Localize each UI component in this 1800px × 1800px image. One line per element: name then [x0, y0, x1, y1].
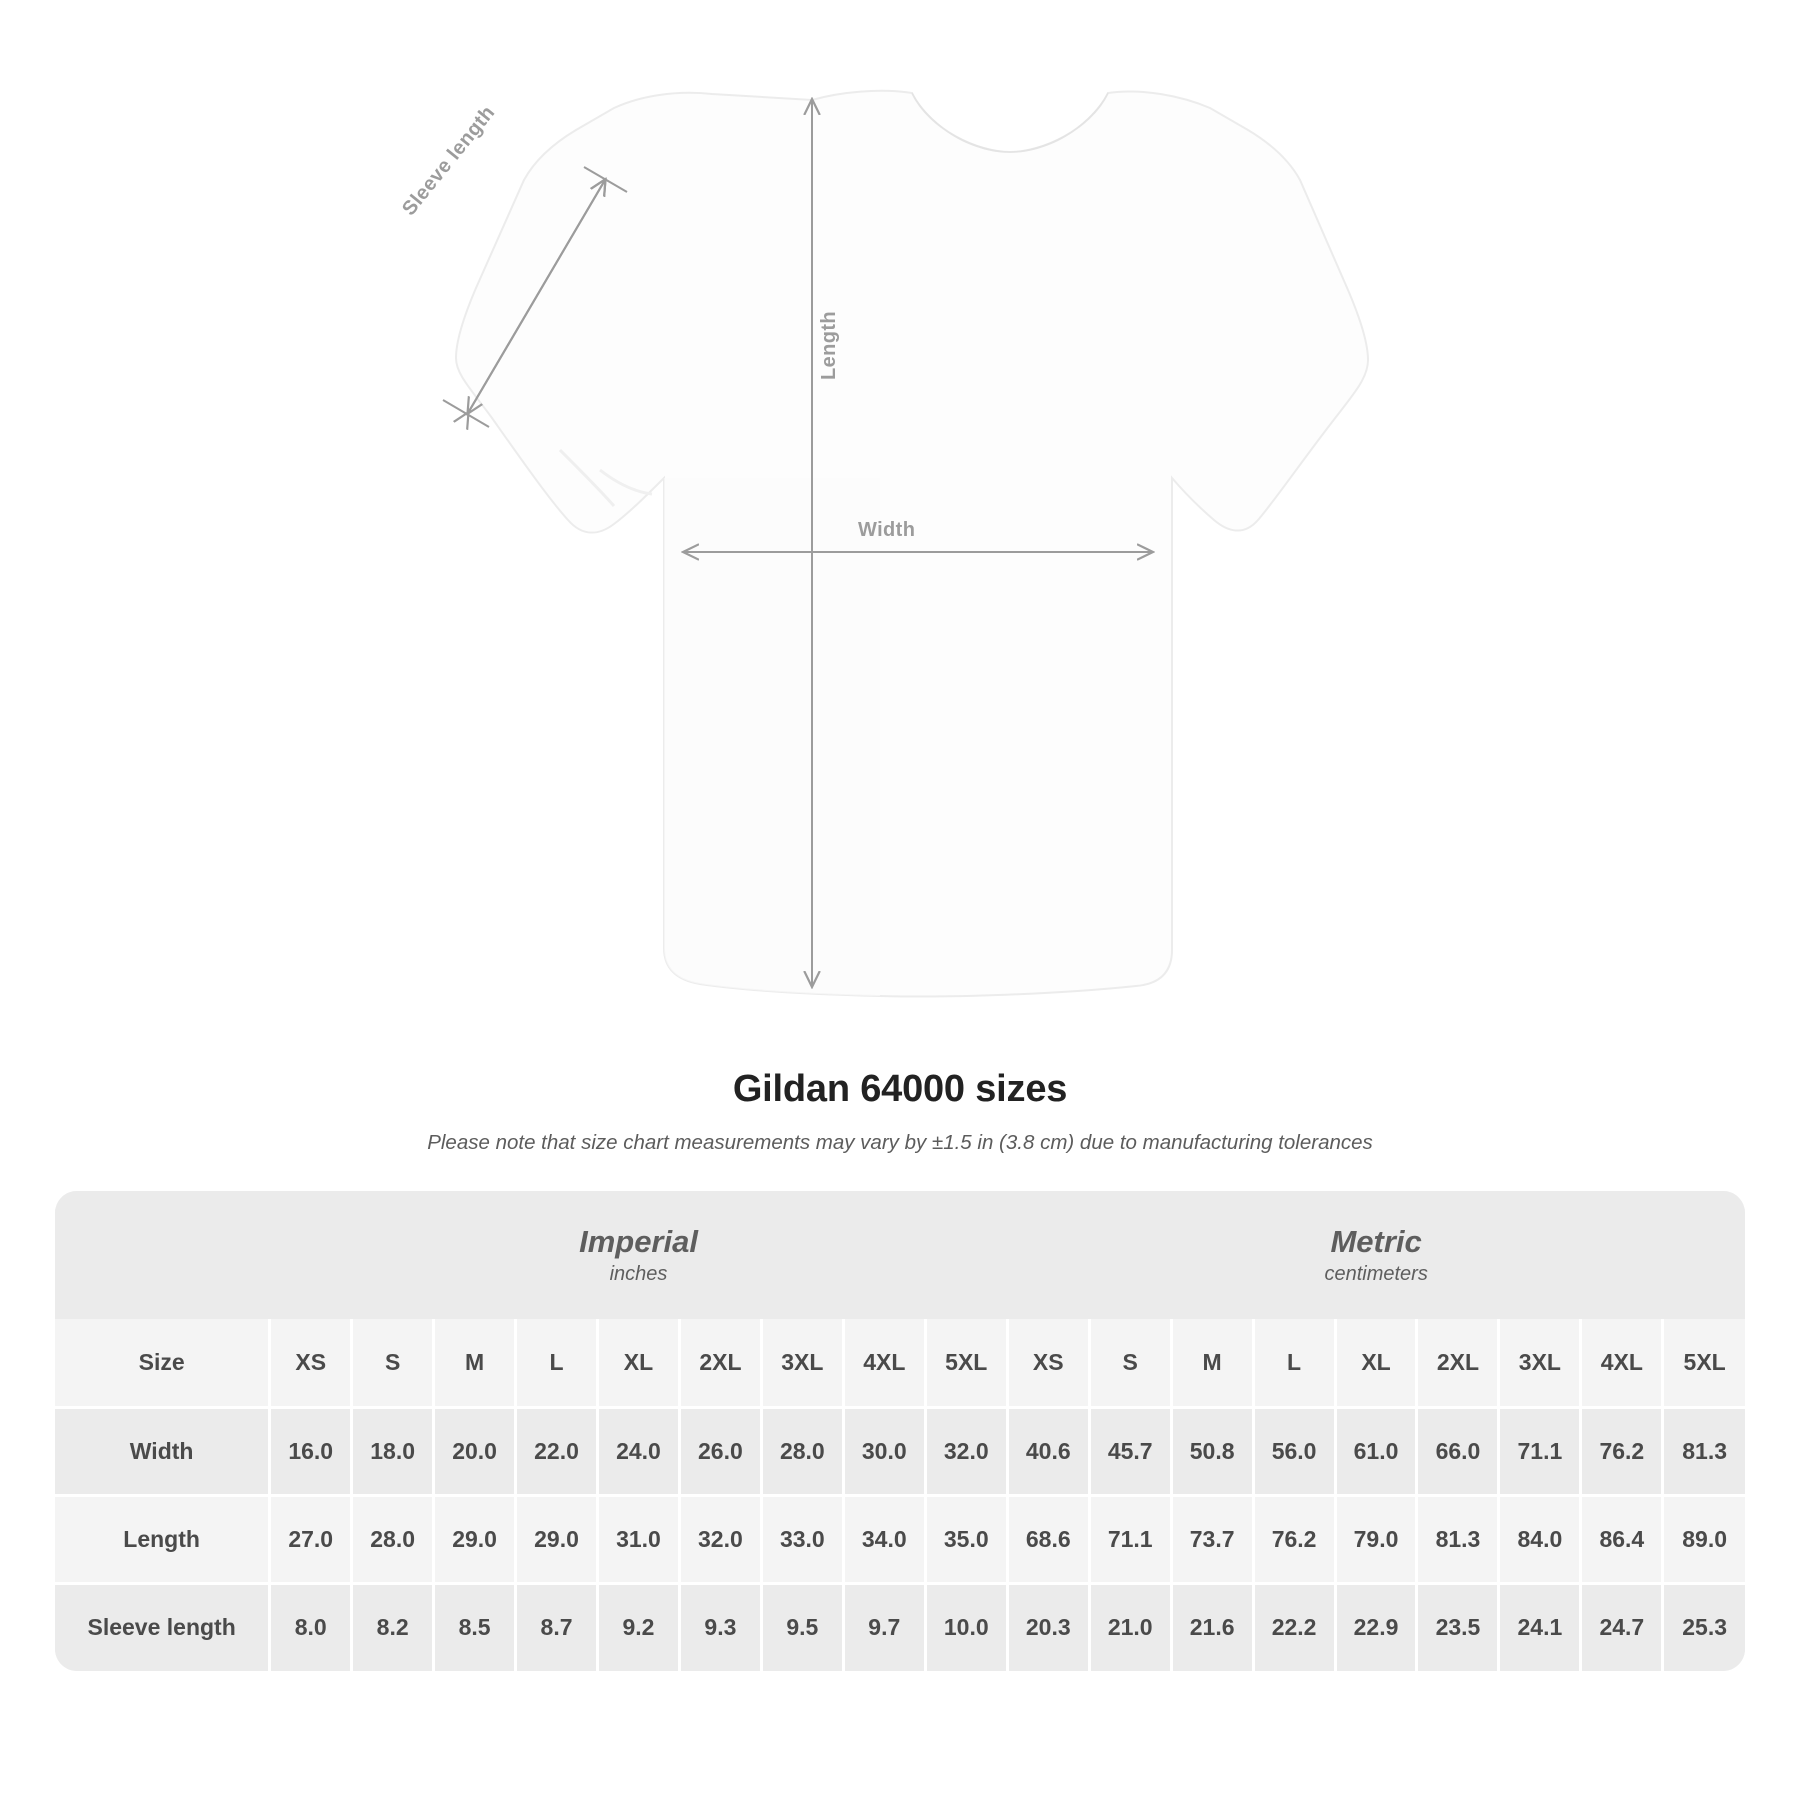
table-cell: 73.7	[1171, 1495, 1253, 1583]
table-cell: 21.0	[1089, 1583, 1171, 1671]
table-cell: 35.0	[925, 1495, 1007, 1583]
table-cell: 79.0	[1335, 1495, 1417, 1583]
row-header: Width	[55, 1407, 270, 1495]
table-cell: 32.0	[925, 1407, 1007, 1495]
unit-header-imperial	[270, 1191, 1008, 1319]
table-cell: 28.0	[352, 1495, 434, 1583]
column-header-cell: 4XL	[843, 1319, 925, 1407]
width-label: Width	[858, 519, 916, 541]
table-cell: 21.6	[1171, 1583, 1253, 1671]
table-cell: 81.3	[1663, 1407, 1745, 1495]
table-cell: 28.0	[761, 1407, 843, 1495]
table-cell: 40.6	[1007, 1407, 1089, 1495]
unit-header-row	[55, 1191, 1745, 1319]
unit-name: Imperial	[579, 1223, 698, 1259]
length-label: Length	[818, 310, 840, 380]
table-row	[55, 1407, 1745, 1495]
column-header-cell: S	[352, 1319, 434, 1407]
table-cell: 24.0	[598, 1407, 680, 1495]
column-header-cell: XL	[598, 1319, 680, 1407]
table-cell: 25.3	[1663, 1583, 1745, 1671]
column-header-cell: 2XL	[1417, 1319, 1499, 1407]
table-cell: 34.0	[843, 1495, 925, 1583]
table-cell: 89.0	[1663, 1495, 1745, 1583]
sleeve-length-label: Sleeve length	[398, 101, 500, 220]
column-header-cell: M	[434, 1319, 516, 1407]
table-cell: 84.0	[1499, 1495, 1581, 1583]
column-header-cell: L	[1253, 1319, 1335, 1407]
table-cell: 24.7	[1581, 1583, 1663, 1671]
column-header-cell: XS	[270, 1319, 352, 1407]
table-cell: 8.7	[516, 1583, 598, 1671]
column-header-cell: 5XL	[1663, 1319, 1745, 1407]
tolerance-note: Please note that size chart measurements may vary by ±1.5 in (3.8 cm) due to manufacturing tolerances	[427, 1131, 1373, 1154]
size-chart-table	[55, 1191, 1745, 1671]
table-cell: 86.4	[1581, 1495, 1663, 1583]
table-cell: 23.5	[1417, 1583, 1499, 1671]
table-cell: 20.3	[1007, 1583, 1089, 1671]
table-cell: 26.0	[679, 1407, 761, 1495]
table-cell: 29.0	[434, 1495, 516, 1583]
table-cell: 71.1	[1089, 1495, 1171, 1583]
table-cell: 22.9	[1335, 1583, 1417, 1671]
table-row	[55, 1583, 1745, 1671]
table-cell: 22.2	[1253, 1583, 1335, 1671]
table-cell: 66.0	[1417, 1407, 1499, 1495]
table-cell: 8.0	[270, 1583, 352, 1671]
tshirt-shape	[456, 91, 1368, 997]
row-header-size: Size	[55, 1319, 270, 1407]
unit-header-metric	[1007, 1191, 1745, 1319]
page-title: Gildan 64000 sizes	[732, 1068, 1068, 1110]
table-cell: 20.0	[434, 1407, 516, 1495]
unit-name: Metric	[1330, 1223, 1422, 1259]
table-cell: 71.1	[1499, 1407, 1581, 1495]
table-cell: 31.0	[598, 1495, 680, 1583]
table-cell: 68.6	[1007, 1495, 1089, 1583]
table-cell: 29.0	[516, 1495, 598, 1583]
table-cell: 56.0	[1253, 1407, 1335, 1495]
table-cell: 18.0	[352, 1407, 434, 1495]
column-header-cell: 2XL	[679, 1319, 761, 1407]
table-cell: 8.5	[434, 1583, 516, 1671]
column-header-cell: L	[516, 1319, 598, 1407]
table-cell: 16.0	[270, 1407, 352, 1495]
column-header-cell: 4XL	[1581, 1319, 1663, 1407]
column-header-cell: 5XL	[925, 1319, 1007, 1407]
table-cell: 45.7	[1089, 1407, 1171, 1495]
table-cell: 9.7	[843, 1583, 925, 1671]
unit-header-spacer	[55, 1191, 270, 1319]
table-cell: 9.2	[598, 1583, 680, 1671]
table-cell: 33.0	[761, 1495, 843, 1583]
table-cell: 9.3	[679, 1583, 761, 1671]
table-cell: 24.1	[1499, 1583, 1581, 1671]
table-cell: 9.5	[761, 1583, 843, 1671]
row-header: Length	[55, 1495, 270, 1583]
table-cell: 27.0	[270, 1495, 352, 1583]
size-chart-table-wrap	[55, 1191, 1745, 1671]
column-header-cell: 3XL	[1499, 1319, 1581, 1407]
table-cell: 30.0	[843, 1407, 925, 1495]
table-cell: 76.2	[1581, 1407, 1663, 1495]
column-header-cell: 3XL	[761, 1319, 843, 1407]
table-row	[55, 1495, 1745, 1583]
column-header-cell: XS	[1007, 1319, 1089, 1407]
row-header: Sleeve length	[55, 1583, 270, 1671]
table-cell: 10.0	[925, 1583, 1007, 1671]
table-cell: 22.0	[516, 1407, 598, 1495]
unit-subtitle: centimeters	[1324, 1263, 1428, 1286]
column-header-cell: S	[1089, 1319, 1171, 1407]
table-cell: 81.3	[1417, 1495, 1499, 1583]
column-header-cell: XL	[1335, 1319, 1417, 1407]
table-row-size	[55, 1319, 1745, 1407]
table-cell: 32.0	[679, 1495, 761, 1583]
table-cell: 76.2	[1253, 1495, 1335, 1583]
table-cell: 8.2	[352, 1583, 434, 1671]
table-cell: 61.0	[1335, 1407, 1417, 1495]
table-cell: 50.8	[1171, 1407, 1253, 1495]
column-header-cell: M	[1171, 1319, 1253, 1407]
title-block	[0, 1068, 1800, 1155]
unit-subtitle: inches	[609, 1263, 668, 1286]
